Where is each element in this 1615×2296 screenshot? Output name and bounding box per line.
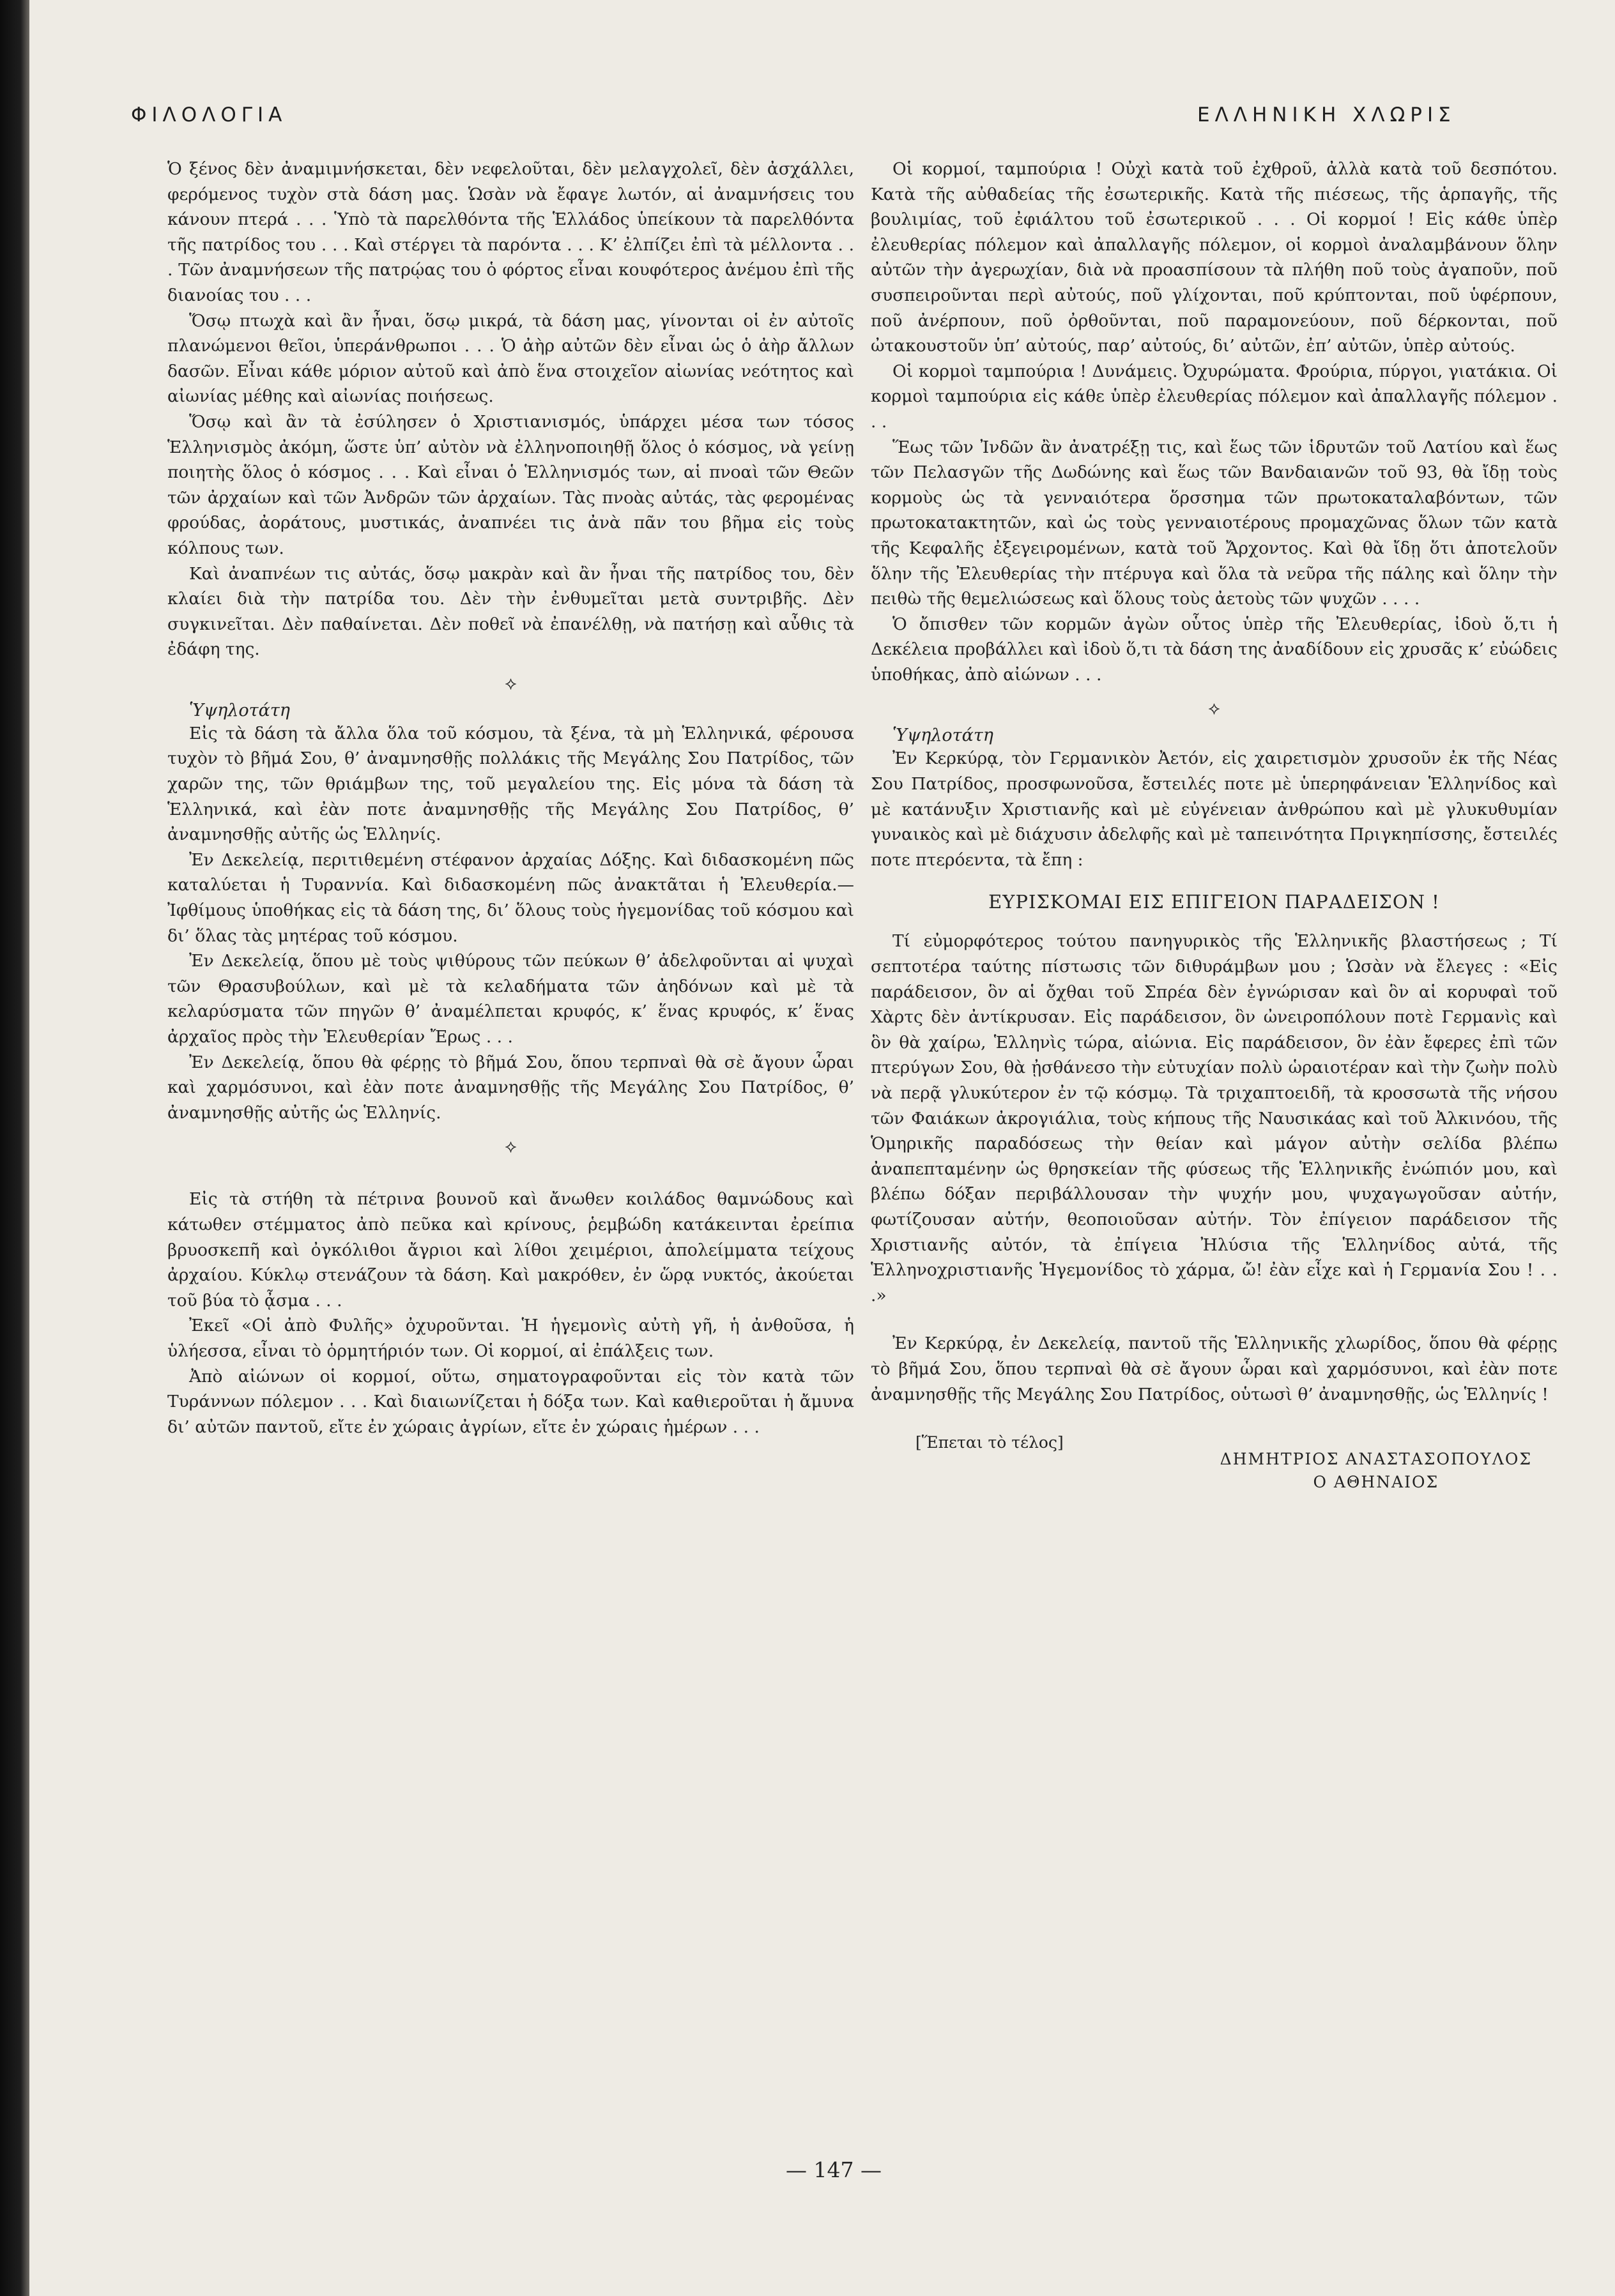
paragraph: Ἐν Δεκελείᾳ, ὅπου θὰ φέρῃς τὸ βῆμά Σου, ὅπου τερπναὶ θὰ σὲ ἄγουν ὧραι καὶ χαρμόσυνοι, καὶ ἐὰν ποτε ἀναμνησθῇς τῆς Μεγάλης Σου Πατρίδος, θ’ ἀναμνησθῇς αὐτῆς ὡς Ἑλληνίς. bbox=[167, 1052, 854, 1123]
section-subhead: Ὑψηλοτάτη bbox=[189, 700, 290, 720]
continued-note: [Ἕπεται τὸ τέλος] bbox=[915, 1433, 1064, 1452]
right-column bbox=[871, 156, 1558, 1507]
paragraph: Ἐκεῖ «Οἱ ἀπὸ Φυλῆς» ὀχυροῦνται. Ἡ ἡγεμονὶς αὐτὴ γῆ, ἡ ἀνθοῦσα, ἡ ὑλήεσσα, εἶναι τὸ ὁρμητήριόν των. Οἱ κορμοί, αἱ ἐπάλξεις των. bbox=[167, 1316, 854, 1361]
quote-title: ΕΥΡΙΣΚΟΜΑΙ ΕΙΣ ΕΠΙΓΕΙΟΝ ΠΑΡΑΔΕΙΣΟΝ ! bbox=[988, 891, 1440, 913]
right-paragraphs-1 bbox=[871, 156, 1558, 687]
right-paragraphs-3 bbox=[871, 929, 1558, 1407]
author-place: Ο ΑΘΗΝΑΙΟΣ bbox=[1313, 1473, 1439, 1492]
section-subhead: Ὑψηλοτάτη bbox=[892, 726, 993, 746]
paragraph: Ὅσῳ πτωχὰ καὶ ἂν ἦναι, ὅσῳ μικρά, τὰ δάση μας, γίνονται οἱ ἐν αὐτοῖς πλανώμενοι θεῖοι, ὑπεράνθρωποι . . . Ὁ ἀὴρ αὐτῶν δὲν εἶναι ὡς ὁ ἀὴρ ἄλλων δασῶν. Εἶναι κάθε μόριον αὐτοῦ καὶ ἀπὸ ἕνα στοιχεῖον αἰωνίας νεότητος καὶ αἰωνίας μέθης καὶ αἰωνίας ποιήσεως. bbox=[167, 310, 854, 407]
paragraph: Εἰς τὰ στήθη τὰ πέτρινα βουνοῦ καὶ ἄνωθεν κοιλάδος θαμνώδους καὶ κάτωθεν στέμματος ἀπὸ πεῦκα καὶ κρίνους, ῥεμβώδη κατάκεινται ἐρείπια βρυοσκεπῆ καὶ ὀγκόλιθοι ἄγριοι καὶ λίθοι χειμέριοι, ἀπολείμματα τείχους ἀρχαίου. Κύκλῳ στενάζουν τὰ δάση. Καὶ μακρόθεν, ἐν ὥρᾳ νυκτός, ἀκούεται τοῦ βύα τὸ ᾆσμα . . . bbox=[167, 1189, 854, 1311]
left-paragraphs-3 bbox=[167, 1187, 854, 1440]
paragraph: Ἕως τῶν Ἰνδῶν ἂν ἀνατρέξῃ τις, καὶ ἕως τῶν ἱδρυτῶν τοῦ Λατίου καὶ ἕως τῶν Πελασγῶν τῆς Δωδώνης καὶ ἕως τῶν Βανδαιανῶν τοῦ 93, θὰ ἴδῃ τοὺς κορμοὺς ὡς τὰ γενναιότερα ὅρσσημα τῶν πρωτοκαταλαβόντων, τῶν πρωτοκατακτητῶν, καὶ ὡς τοὺς γενναιοτέρους προμαχῶνας ὅλων τῶν κατὰ τῆς Κεφαλῆς ἐξεγειρομένων, κατὰ τοῦ Ἄρχοντος. Καὶ θὰ ἴδῃ ὅτι ἀποτελοῦν ὅλην τῆς Ἐλευθερίας τὴν πτέρυγα καὶ ὅλα τὰ νεῦρα τῆς πάλης καὶ ὅλην τὴν πειθὼ τῆς θεμελιώσεως καὶ ὅλους τοὺς ἀετοὺς τῶν ψυχῶν . . . . bbox=[871, 437, 1558, 609]
left-column bbox=[167, 156, 854, 1440]
left-paragraphs-2 bbox=[167, 721, 854, 1126]
paragraph: Ἐν Δεκελείᾳ, ὅπου μὲ τοὺς ψιθύρους τῶν πεύκων θ’ ἀδελφοῦνται αἱ ψυχαὶ τῶν Θρασυβούλων, καὶ μὲ τὰ κελαδήματα τῶν ἀηδόνων καὶ μὲ τὰ κελαρύσματα τῶν πηγῶν θ’ ἀναμέλπεται κρυφός, κ’ ἕνας κρυφός, κ’ ἕνας ἀρχαῖος πρὸς τὴν Ἐλευθερίαν Ἔρως . . . bbox=[167, 951, 854, 1047]
running-head-left: ΦΙΛΟΛΟΓΙΑ bbox=[131, 103, 287, 126]
book-binding-shadow bbox=[0, 0, 29, 2296]
article-footer bbox=[871, 1430, 1558, 1507]
paragraph: Ἐν Κερκύρᾳ, τὸν Γερμανικὸν Ἀετόν, εἰς χαιρετισμὸν χρυσοῦν ἐκ τῆς Νέας Σου Πατρίδος, προσφωνοῦσα, ἔστειλές ποτε μὲ ὑπερηφάνειαν Ἑλληνίδος καὶ μὲ κατάνυξιν Χριστιανῆς καὶ μὲ εὐγένειαν ἀνθρώπου καὶ μὲ γλυκυθυμίαν γυναικὸς καὶ μὲ διάχυσιν ἀδελφῆς καὶ μὲ ταπεινότητα Πριγκηπίσσης, ἔστειλές ποτε πτερόεντα, τὰ ἔπη : bbox=[871, 749, 1558, 870]
paragraph: Οἱ κορμοὶ ταμπούρια ! Δυνάμεις. Ὀχυρώματα. Φρούρια, πύργοι, γιατάκια. Οἱ κορμοὶ ταμπούρια εἰς κάθε ὑπὲρ ἐλευθερίας πόλεμον καὶ ἀπαλλαγῆς πόλεμον . . . bbox=[871, 361, 1558, 432]
paragraph: Ἀπὸ αἰώνων οἱ κορμοί, οὕτω, σηματογραφοῦνται εἰς τὸν κατὰ τῶν Τυράννων πόλεμον . . . Καὶ διαιωνίζεται ἡ δόξα των. Καὶ καθιεροῦται ἡ ἄμυνα δι’ αὐτῶν παντοῦ, εἴτε ἐν χώραις ἀγρίων, εἴτε ἐν χώραις ἡμέρων . . . bbox=[167, 1366, 854, 1437]
paragraph: Ὅσῳ καὶ ἂν τὰ ἐσύλησεν ὁ Χριστιανισμός, ὑπάρχει μέσα των τόσος Ἑλληνισμὸς ἀκόμη, ὥστε ὑπ’ αὐτὸν νὰ ἐλληνοποιηθῇ ὅλος ὁ κόσμος, νὰ γείνῃ ποιητὴς ὅλος ὁ κόσμος . . . Καὶ εἶναι ὁ Ἑλληνισμός των, αἱ πνοαὶ τῶν Θεῶν τῶν ἀρχαίων καὶ τῶν Ἀνδρῶν τῶν ἀρχαίων. Τὰς πνοὰς αὐτάς, τὰς φερομένας φρούδας, ἀοράτους, μυστικάς, ἀναπνέει τις ἀνὰ πᾶν του βῆμα εἰς τοὺς κόλπους των. bbox=[167, 411, 854, 558]
ornament-icon: ⟡ bbox=[505, 1136, 517, 1157]
paragraph: Ὁ ὄπισθεν τῶν κορμῶν ἀγὼν οὗτος ὑπὲρ τῆς Ἐλευθερίας, ἰδοὺ ὅ,τι ἡ Δεκέλεια προβάλλει καὶ ἰδοὺ ὅ,τι τὰ δάση της ἀναδίδουν εἰς χρυσᾶς κ’ εὐώδεις ὑποθήκας, ἀπὸ αἰώνων . . . bbox=[871, 614, 1558, 685]
right-paragraphs-2 bbox=[871, 746, 1558, 872]
ornament-icon: ⟡ bbox=[505, 672, 517, 694]
page-number: — 147 — bbox=[786, 2157, 882, 2182]
ornament-icon: ⟡ bbox=[1208, 697, 1220, 719]
left-paragraphs-1 bbox=[167, 156, 854, 662]
paragraph: Οἱ κορμοί, ταμπούρια ! Οὐχὶ κατὰ τοῦ ἐχθροῦ, ἀλλὰ κατὰ τοῦ δεσπότου. Κατὰ τῆς αὐθαδείας τῆς ἐσωτερικῆς. Κατὰ τῆς πιέσεως, τῆς ἁρπαγῆς, τῆς βουλιμίας, τοῦ ἐφιάλτου τοῦ ἐσωτερικοῦ . . . Οἱ κορμοί ! Εἰς κάθε ὑπὲρ ἐλευθερίας πόλεμον καὶ ἀπαλλαγῆς πόλεμον, οἱ κορμοὶ ἀναλαμβάνουν ὅλην αὐτῶν τὴν ἀγερωχίαν, διὰ νὰ προασπίσουν τὰ πλήθη ποῦ τοὺς ἀγαποῦν, ποῦ συσπειροῦνται περὶ αὐτούς, ποῦ γλίχονται, ποῦ κρύπτονται, ποῦ ὑφέρπουν, ποῦ ἀνέρπουν, ποῦ ὀρθοῦνται, ποῦ παραμονεύουν, ποῦ δέρκονται, ποῦ ὠτακουστοῦν ὑπ’ αὐτούς, παρ’ αὐτούς, δι’ αὐτῶν, ἐπ’ αὐτῶν, ὑπὲρ αὐτούς. bbox=[871, 159, 1558, 356]
paragraph: Ἐν Δεκελείᾳ, περιτιθεμένη στέφανον ἀρχαίας Δόξης. Καὶ διδασκομένη πῶς καταλύεται ἡ Τυραννία. Καὶ διδασκομένη πῶς ἀνακτᾶται ἡ Ἐλευθερία.—Ἰφθίμους ὑποθήκας εἰς τὰ δάση της, δι’ ὅλους τοὺς ἡγεμονίδας τοῦ κόσμου καὶ δι’ ὅλας τὰς μητέρας τοῦ κόσμου. bbox=[167, 849, 854, 946]
author-signature bbox=[1220, 1448, 1532, 1494]
running-head-right: ΕΛΛΗΝΙΚΗ ΧΛΩΡΙΣ bbox=[1197, 103, 1456, 126]
paragraph: Καὶ ἀναπνέων τις αὐτάς, ὅσῳ μακρὰν καὶ ἂν ἦναι τῆς πατρίδος του, δὲν κλαίει διὰ τὴν πατρίδα του. Δὲν τὴν ἐνθυμεῖται μετὰ συντριβῆς. Δὲν συγκινεῖται. Δὲν παθαίνεται. Δὲν ποθεῖ νὰ ἐπανέλθῃ, νὰ πατήσῃ καὶ αὖθις τὰ ἐδάφη της. bbox=[167, 563, 854, 660]
paragraph: Ἐν Κερκύρᾳ, ἐν Δεκελείᾳ, παντοῦ τῆς Ἑλληνικῆς χλωρίδος, ὅπου θὰ φέρῃς τὸ βῆμά Σου, ὅπου τερπναὶ θὰ σὲ ἄγουν ὧραι καὶ χαρμόσυνοι, καὶ ἐὰν ποτε ἀναμνησθῇς τῆς Μεγάλης Σου Πατρίδος, οὑτωσὶ θ’ ἀναμνησθῇς, ὡς Ἑλληνίς ! bbox=[871, 1334, 1558, 1404]
paragraph: Τί εὐμορφότερος τούτου πανηγυρικὸς τῆς Ἑλληνικῆς βλαστήσεως ; Τί σεπτοτέρα ταύτης πίστωσις τῶν διθυράμβων μου ; Ὡσὰν νὰ ἔλεγες : «Εἰς παράδεισον, ὃν αἱ ὄχθαι τοῦ Σπρέα δὲν ἐγνώρισαν καὶ ὃν αἱ κορυφαὶ τοῦ Χὰρτς δὲν ἀντίκρυσαν. Εἰς παράδεισον, ὃν ὠνειροπόλουν ποτὲ Γερμανὶς καὶ ὃν θὰ χαίρω, Ἑλληνὶς τώρα, αἰώνια. Εἰς παράδεισον, ὃν ἐὰν ἔφερες ἐπὶ τῶν πτερύγων Σου, θὰ ᾐσθάνεσο τὴν εὐτυχίαν πολὺ ὡραιοτέραν καὶ τὴν ζωὴν πολὺ νὰ περᾷ γλυκύτερον ἐν τῷ κόσμῳ. Τὰ τριχαπτοειδῆ, τὰ κροσσωτὰ τῆς νήσου τῶν Φαιάκων ἀκρογιάλια, τοὺς κήπους τῆς Ναυσικάας καὶ τοῦ Ἀλκινόου, τῆς Ὁμηρικῆς παραδόσεως τὴν θείαν καὶ μάγον αὐτὴν σελίδα βλέπω ἀναπεπταμένην ὡς θρησκείαν τῆς φύσεως τῆς Ἑλληνικῆς ἐνώπιόν μου, καὶ βλέπω δόξαν περιβάλλουσαν τὴν ψυχήν μου, ψυχαγωγοῦσαν αὐτήν, φωτίζουσαν αὐτήν, θεοποιοῦσαν αὐτήν. Τὸν ἐπίγειον παράδεισον τῆς Χριστιανῆς αὐτόν, τὰ ἐπίγεια Ἠλύσια τῆς Ἑλληνίδος αὐτά, τῆς Ἑλληνοχριστιανῆς Ἡγεμονίδος τὸ χάρμα, ὤ! ἐὰν εἶχε καὶ ἡ Γερμανία Σου ! . . .» bbox=[871, 931, 1558, 1305]
paragraph: Εἰς τὰ δάση τὰ ἄλλα ὅλα τοῦ κόσμου, τὰ ξένα, τὰ μὴ Ἑλληνικά, φέρουσα τυχὸν τὸ βῆμά Σου, θ’ ἀναμνησθῇς πολλάκις τῆς Μεγάλης Σου Πατρίδος, τῶν χαρῶν της, τῶν θριάμβων της, τοῦ μεγαλείου της. Εἰς μόνα τὰ δάση τὰ Ἑλληνικά, καὶ ἐὰν ποτε ἀναμνησθῇς τῆς Μεγάλης Σου Πατρίδος, θ’ ἀναμνησθῇς αὐτῆς ὡς Ἑλληνίς. bbox=[167, 723, 854, 845]
author-name: ΔΗΜΗΤΡΙΟΣ ΑΝΑΣΤΑΣΟΠΟΥΛΟΣ bbox=[1220, 1450, 1532, 1469]
paragraph: Ὁ ξένος δὲν ἀναμιμνήσκεται, δὲν νεφελοῦται, δὲν μελαγχολεῖ, δὲν ἀσχάλλει, φερόμενος τυχὸν στὰ δάση μας. Ὡσὰν νὰ ἔφαγε λωτόν, αἱ ἀναμνήσεις του κάνουν πτερά . . . Ὑπὸ τὰ παρελθόντα τῆς Ἑλλάδος ὑπείκουν τὰ παρελθόντα τῆς πατρίδος του . . . Καὶ στέργει τὰ παρόντα . . . Κ’ ἐλπίζει ἐπὶ τὰ μέλλοντα . . . Τῶν ἀναμνήσεων τῆς πατρῴας του ὁ φόρτος εἶναι κουφότερος ἀνέμου ἐπὶ τῆς διανοίας του . . . bbox=[167, 159, 854, 305]
